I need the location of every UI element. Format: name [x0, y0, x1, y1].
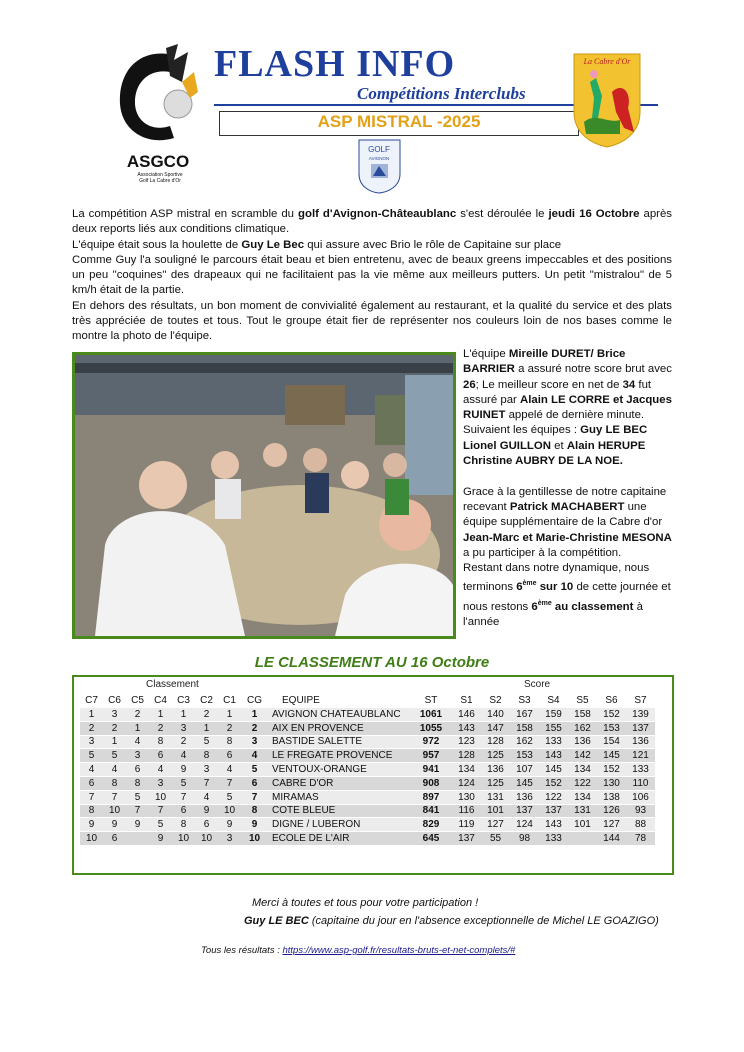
- table-cell: 110: [626, 777, 655, 790]
- table-cell: 6: [195, 818, 218, 831]
- table-cell: 98: [510, 832, 539, 845]
- table-cell: 134: [568, 763, 597, 776]
- table-cell: 4: [80, 763, 103, 776]
- table-row: [80, 818, 655, 831]
- table-cell: 9: [218, 818, 241, 831]
- table-cell: 101: [481, 805, 510, 818]
- table-cell: 130: [452, 791, 481, 804]
- table-cell: 143: [539, 749, 568, 762]
- table-cell: 158: [568, 708, 597, 721]
- column-header: CG: [247, 694, 262, 706]
- table-cell: 145: [510, 777, 539, 790]
- table-cell: 137: [539, 805, 568, 818]
- table-cell: 144: [597, 832, 626, 845]
- table-cell: [568, 832, 597, 845]
- table-cell: 126: [597, 805, 626, 818]
- table-cell: 1: [80, 708, 103, 721]
- intro-text: La compétition ASP mistral en scramble du golf d'Avignon-Châteaublanc s'est déroulée le jeudi 16 Octobre après deux reports liés aux conditions climatique. L'équipe était sous la houlette de Guy Le Bec qui assure avec Brio le rôle de Capitaine sur place Comme Guy l'a souligné le parcours était beau et bien entretenu, avec de beaux greens impeccables et des positions un peu "coquines" des drapeaux qui ne facilitaient pas la vie même aux meilleurs putters. Un petit "mistralou" de 5 km/h était de la partie. En dehors des résultats, un bon moment de convivialité également au restaurant, et la qualité du service et des plats très appréciée de toutes et tous. Tout le groupe était fier de représenter nos couleurs loin de nos bases comme le montre la photo de l'équipe.: [72, 208, 672, 343]
- table-cell: 137: [626, 722, 655, 735]
- table-cell: 3: [149, 777, 172, 790]
- group-classement: Classement: [146, 679, 199, 690]
- table-cell: COTE BLEUE: [268, 805, 410, 818]
- golf-logo-text: GOLF: [368, 145, 390, 154]
- table-cell: 134: [452, 763, 481, 776]
- table-cell: 908: [410, 777, 452, 790]
- table-cell: 4: [241, 749, 268, 762]
- table-cell: 133: [626, 763, 655, 776]
- table-cell: 5: [218, 791, 241, 804]
- asgco-logo-caption-1: Association Sportive: [137, 172, 183, 178]
- table-cell: 133: [539, 832, 568, 845]
- table-cell: 8: [149, 736, 172, 749]
- table-cell: 6: [218, 749, 241, 762]
- table-cell: 7: [172, 791, 195, 804]
- column-header: EQUIPE: [282, 694, 320, 706]
- table-cell: 55: [481, 832, 510, 845]
- table-cell: 8: [218, 736, 241, 749]
- column-header: C5: [131, 694, 144, 706]
- table-cell: 139: [626, 708, 655, 721]
- ranking-title: LE CLASSEMENT AU 16 Octobre: [254, 654, 490, 671]
- table-cell: ECOLE DE L'AIR: [268, 832, 410, 845]
- column-header: S4: [547, 694, 560, 706]
- table-cell: 897: [410, 791, 452, 804]
- table-cell: 137: [452, 832, 481, 845]
- table-cell: 941: [410, 763, 452, 776]
- table-cell: 1: [126, 722, 149, 735]
- table-cell: 6: [126, 763, 149, 776]
- table-cell: 136: [481, 763, 510, 776]
- table-cell: 2: [103, 722, 126, 735]
- ranking-header: [80, 693, 655, 707]
- table-cell: 1061: [410, 708, 452, 721]
- table-row: [80, 708, 655, 721]
- table-cell: 7: [126, 805, 149, 818]
- table-cell: 10: [149, 791, 172, 804]
- table-cell: 3: [103, 708, 126, 721]
- table-cell: 3: [218, 832, 241, 845]
- table-cell: 10: [218, 805, 241, 818]
- table-cell: 8: [172, 818, 195, 831]
- asgco-logo: [108, 42, 212, 182]
- table-cell: 7: [218, 777, 241, 790]
- table-row: [80, 832, 655, 845]
- table-cell: 8: [195, 749, 218, 762]
- table-cell: 9: [126, 818, 149, 831]
- table-cell: 9: [80, 818, 103, 831]
- table-cell: 9: [241, 818, 268, 831]
- table-cell: 6: [241, 777, 268, 790]
- column-header: C3: [177, 694, 190, 706]
- table-cell: 957: [410, 749, 452, 762]
- column-header: S7: [634, 694, 647, 706]
- table-cell: 2: [149, 722, 172, 735]
- table-cell: 122: [539, 791, 568, 804]
- table-cell: 5: [241, 763, 268, 776]
- table-cell: 134: [568, 791, 597, 804]
- table-cell: 4: [218, 763, 241, 776]
- table-row: [80, 736, 655, 749]
- table-cell: 154: [597, 736, 626, 749]
- table-cell: 10: [172, 832, 195, 845]
- table-cell: 146: [452, 708, 481, 721]
- table-cell: 10: [195, 832, 218, 845]
- table-cell: 136: [568, 736, 597, 749]
- cabre-dor-logo: [572, 52, 642, 148]
- table-cell: 152: [597, 763, 626, 776]
- table-cell: 8: [103, 777, 126, 790]
- table-cell: 153: [510, 749, 539, 762]
- table-cell: 152: [597, 708, 626, 721]
- table-cell: 158: [510, 722, 539, 735]
- table-cell: 127: [481, 818, 510, 831]
- table-cell: 2: [195, 708, 218, 721]
- table-cell: 5: [172, 777, 195, 790]
- table-row: [80, 805, 655, 818]
- table-cell: 167: [510, 708, 539, 721]
- page-title: FLASH INFO: [214, 43, 456, 85]
- table-cell: 88: [626, 818, 655, 831]
- table-cell: 101: [568, 818, 597, 831]
- table-cell: 133: [539, 736, 568, 749]
- table-cell: AVIGNON CHATEAUBLANC: [268, 708, 410, 721]
- table-cell: 829: [410, 818, 452, 831]
- table-cell: 1: [103, 736, 126, 749]
- column-header: S1: [460, 694, 473, 706]
- asgco-logo-text: ASGCO: [126, 152, 190, 171]
- table-cell: 3: [126, 749, 149, 762]
- table-cell: 10: [103, 805, 126, 818]
- table-cell: 7: [103, 791, 126, 804]
- table-cell: 7: [149, 805, 172, 818]
- table-cell: 972: [410, 736, 452, 749]
- table-row: [80, 722, 655, 735]
- column-header: C7: [85, 694, 98, 706]
- table-cell: 116: [452, 805, 481, 818]
- column-header: C6: [108, 694, 121, 706]
- table-cell: 6: [80, 777, 103, 790]
- page-subtitle: Compétitions Interclubs: [357, 84, 526, 103]
- table-cell: 2: [172, 736, 195, 749]
- table-cell: 1: [218, 708, 241, 721]
- table-cell: 5: [103, 749, 126, 762]
- table-cell: 162: [568, 722, 597, 735]
- table-cell: 142: [568, 749, 597, 762]
- table-cell: 10: [241, 832, 268, 845]
- ranking-table: [80, 692, 655, 846]
- table-cell: 130: [597, 777, 626, 790]
- table-cell: 153: [597, 722, 626, 735]
- column-header: S5: [576, 694, 589, 706]
- table-row: [80, 763, 655, 776]
- table-cell: 128: [481, 736, 510, 749]
- table-cell: 127: [597, 818, 626, 831]
- group-score: Score: [524, 679, 551, 690]
- table-cell: CABRE D'OR: [268, 777, 410, 790]
- table-cell: 1055: [410, 722, 452, 735]
- table-cell: 841: [410, 805, 452, 818]
- table-cell: 4: [149, 763, 172, 776]
- table-cell: 1: [149, 708, 172, 721]
- table-cell: 136: [510, 791, 539, 804]
- table-row: [80, 777, 655, 790]
- table-cell: 145: [539, 763, 568, 776]
- table-cell: 1: [241, 708, 268, 721]
- table-cell: 1: [172, 708, 195, 721]
- table-row: [80, 791, 655, 804]
- table-cell: 9: [149, 832, 172, 845]
- table-cell: 137: [510, 805, 539, 818]
- table-cell: 155: [539, 722, 568, 735]
- table-cell: 106: [626, 791, 655, 804]
- table-cell: 128: [452, 749, 481, 762]
- column-header: S2: [489, 694, 502, 706]
- table-cell: BASTIDE SALETTE: [268, 736, 410, 749]
- table-cell: 131: [481, 791, 510, 804]
- table-cell: 121: [626, 749, 655, 762]
- table-cell: 4: [172, 749, 195, 762]
- table-cell: 136: [626, 736, 655, 749]
- table-cell: MIRAMAS: [268, 791, 410, 804]
- asgco-logo-caption-2: Golf La Cabre d'Or: [139, 178, 181, 182]
- column-header: S6: [605, 694, 618, 706]
- table-cell: 4: [195, 791, 218, 804]
- event-title: ASP MISTRAL -2025: [317, 112, 481, 131]
- table-cell: 3: [241, 736, 268, 749]
- cabre-logo-text: La Cabre d'Or: [583, 57, 631, 66]
- table-cell: 2: [218, 722, 241, 735]
- table-cell: 5: [126, 791, 149, 804]
- table-cell: 645: [410, 832, 452, 845]
- golf-avignon-logo: [357, 138, 402, 194]
- column-header: ST: [424, 694, 438, 706]
- table-cell: 138: [597, 791, 626, 804]
- table-row: [80, 749, 655, 762]
- table-cell: 7: [195, 777, 218, 790]
- table-cell: 9: [195, 805, 218, 818]
- table-cell: 145: [597, 749, 626, 762]
- table-cell: 122: [568, 777, 597, 790]
- table-cell: 7: [241, 791, 268, 804]
- table-cell: 124: [452, 777, 481, 790]
- results-line: Tous les résultats : https://www.asp-golf.fr/resultats-bruts-et-net-complets/#: [201, 945, 516, 956]
- table-cell: 131: [568, 805, 597, 818]
- table-cell: AIX EN PROVENCE: [268, 722, 410, 735]
- column-header: C2: [200, 694, 213, 706]
- column-header: S3: [518, 694, 531, 706]
- table-cell: DIGNE / LUBERON: [268, 818, 410, 831]
- table-cell: 9: [172, 763, 195, 776]
- table-cell: 6: [103, 832, 126, 845]
- table-cell: 125: [481, 749, 510, 762]
- table-cell: 5: [195, 736, 218, 749]
- table-cell: 3: [80, 736, 103, 749]
- table-cell: 4: [103, 763, 126, 776]
- table-cell: 2: [126, 708, 149, 721]
- signature: Guy LE BEC (capitaine du jour en l'absence exceptionnelle de Michel LE GOAZIGO): [244, 915, 659, 927]
- table-cell: 162: [510, 736, 539, 749]
- table-cell: 7: [80, 791, 103, 804]
- table-cell: 8: [241, 805, 268, 818]
- table-cell: 8: [126, 777, 149, 790]
- table-cell: 6: [149, 749, 172, 762]
- table-cell: 159: [539, 708, 568, 721]
- table-cell: 2: [80, 722, 103, 735]
- side-text: L'équipe Mireille DURET/ Brice BARRIER a assuré notre score brut avec 26; Le meilleur score en net de 34 fut assuré par Alain LE CORRE et Jacques RUINET appelé de dernière minute. Suivaient les équipes : Guy LE BEC Lionel GUILLON et Alain HERUPE Christine AUBRY DE LA NOE. Grace à la gentillesse de notre capitaine recevant Patrick MACHABERT une équipe supplémentaire de la Cabre d'or Jean-Marc et Marie-Christine MESONA a pu participer à la compétition. Restant dans notre dynamique, nous terminons 6ème sur 10 de cette journée et nous restons 6ème au classement à l'année: [463, 348, 672, 628]
- column-header: C4: [154, 694, 167, 706]
- table-cell: 140: [481, 708, 510, 721]
- table-cell: 2: [241, 722, 268, 735]
- table-cell: 6: [172, 805, 195, 818]
- table-cell: 3: [195, 763, 218, 776]
- table-cell: 9: [103, 818, 126, 831]
- table-cell: 147: [481, 722, 510, 735]
- table-cell: 1: [195, 722, 218, 735]
- table-cell: LE FREGATE PROVENCE: [268, 749, 410, 762]
- results-link[interactable]: https://www.asp-golf.fr/resultats-bruts-et-net-complets/#: [282, 945, 516, 956]
- table-cell: 8: [80, 805, 103, 818]
- table-cell: 124: [510, 818, 539, 831]
- table-cell: 143: [539, 818, 568, 831]
- table-cell: 107: [510, 763, 539, 776]
- table-cell: VENTOUX-ORANGE: [268, 763, 410, 776]
- table-cell: 5: [80, 749, 103, 762]
- table-cell: 4: [126, 736, 149, 749]
- table-cell: [126, 832, 149, 845]
- table-cell: 123: [452, 736, 481, 749]
- table-cell: 10: [80, 832, 103, 845]
- column-header: C1: [223, 694, 236, 706]
- table-cell: 78: [626, 832, 655, 845]
- table-cell: 143: [452, 722, 481, 735]
- thanks-text: Merci à toutes et tous pour votre participation !: [252, 897, 479, 909]
- table-cell: 119: [452, 818, 481, 831]
- table-cell: 93: [626, 805, 655, 818]
- table-cell: 3: [172, 722, 195, 735]
- table-cell: 125: [481, 777, 510, 790]
- table-cell: 152: [539, 777, 568, 790]
- golf-logo-sub: AVIGNON: [368, 156, 390, 161]
- team-photo: [72, 352, 456, 639]
- table-cell: 5: [149, 818, 172, 831]
